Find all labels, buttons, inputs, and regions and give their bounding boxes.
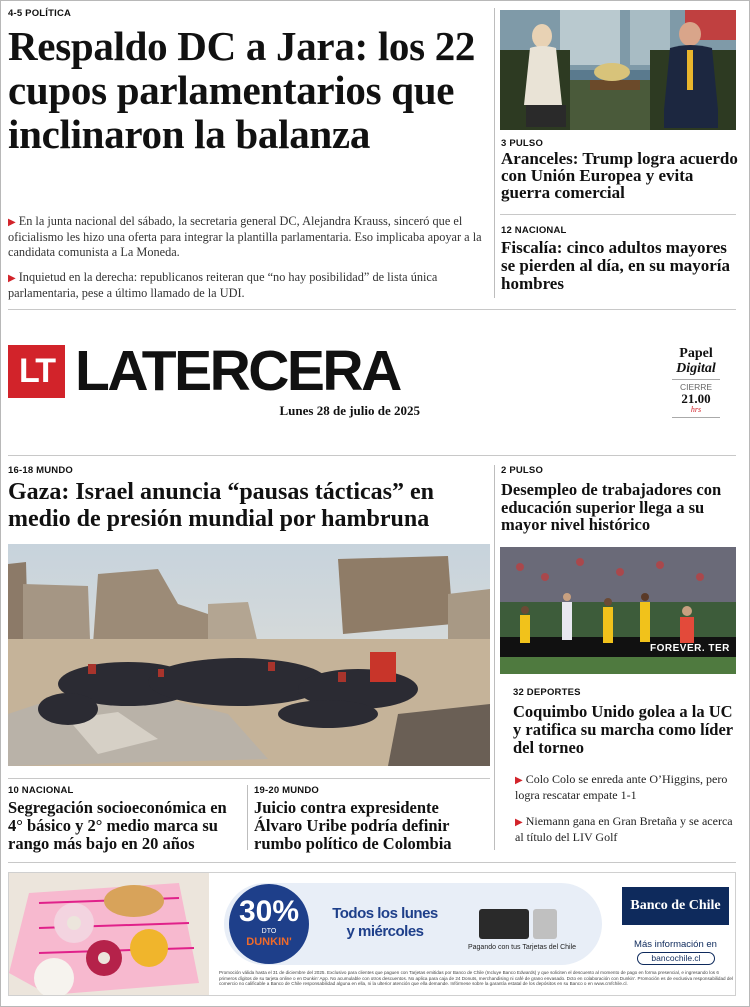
gaza-photo[interactable] (8, 544, 490, 766)
football-match-illustration (500, 547, 736, 674)
bullet-text: Niemann gana en Gran Bretaña y se acerca al título del LIV Golf (515, 814, 733, 844)
ad-fine-print: Promoción válida hasta el 31 de diciembre del 2025. Exclusivo para clientes que paguen con Tarjetas emitidas por Banco de Chile (Incluye Banco Edwards) y que soliciten el descuento al momento de pago en forma presencial, e ingresando los 6 primeros dígitos de su tarjeta online o en Dunkin' App. No acumulable con otros descuentos. No aplica para caja de 24 Donuts, merchandising ni café de grano envasado. Dcto en colaboración con Dunkin'. Promoción es de exclusiva responsabilidad del comercio no calificable a Banco de Chile responsabilidad alguna en ella, ni la ulterior atención que ella demande. Infórmese sobre la garantía estatal de los depósitos en su Banco o en www.cmfchile.cl. (219, 970, 733, 987)
cierre-unit: hrs (690, 405, 702, 414)
bullet-triangle-icon: ▶ (8, 217, 16, 228)
papel-digital-box[interactable] (672, 347, 720, 418)
bottom-story-1-headline[interactable]: Segregación socioeconómica en 4° básico y 2° medio marca su rango más bajo en 20 años (8, 798, 227, 853)
discount-badge[interactable] (229, 884, 309, 964)
bullet-triangle-icon: ▶ (515, 817, 523, 828)
main-story-headline[interactable]: Gaza: Israel anuncia “pausas tácticas” en medio de presión mundial por hambruna (8, 479, 434, 532)
football-photo[interactable] (500, 547, 736, 674)
stadium-banner-text: FOREVER. TER (650, 643, 730, 654)
bullet-triangle-icon: ▶ (8, 273, 16, 284)
banco-chile-logo[interactable]: Banco de Chile (622, 887, 729, 925)
trump-meeting-illustration (500, 10, 736, 130)
pulso-headline[interactable]: Desempleo de trabajadores con educación superior llega a su mayor nivel histórico (501, 480, 722, 534)
bottom-story-1-section: 10 NACIONAL (8, 785, 74, 796)
dunkin-ad[interactable] (8, 872, 736, 996)
card-text: Pagando con tus Tarjetas del Chile (467, 944, 577, 951)
more-info-label: Más información en (634, 939, 717, 950)
ad-headline-line-1: Todos los lunes (332, 905, 438, 922)
ad-headline (315, 905, 455, 941)
ad-headline-line-2: y miércoles (346, 923, 424, 940)
gaza-ruins-illustration (8, 544, 490, 766)
bullet-text: En la junta nacional del sábado, la secretaria general DC, Alejandra Krauss, sinceró que el oficialismo les hizo una oferta para integrar la plantilla parlamentaria. Eso implicaba apoyar a la candidata comunista a La Moneda. (8, 214, 482, 259)
deportes-sub-1[interactable] (515, 772, 740, 802)
card-icon (479, 909, 529, 939)
papel-label: Papel (679, 346, 713, 361)
top-story-section: 4-5 POLÍTICA (8, 8, 72, 19)
pulso-section: 2 PULSO (501, 465, 544, 476)
discount-label: DTO (261, 928, 277, 935)
dunkin-brand: DUNKIN' (246, 936, 292, 948)
top-story-bullet-2 (8, 270, 486, 301)
bottom-story-2-section: 19-20 MUNDO (254, 785, 320, 796)
deportes-section: 32 DEPORTES (513, 687, 581, 698)
main-story-section: 16-18 MUNDO (8, 465, 74, 476)
trump-meeting-photo[interactable] (500, 10, 736, 130)
side-story-1-headline[interactable]: Aranceles: Trump logra acuerdo con Unión Europea y evita guerra comercial (501, 149, 738, 202)
bullet-text: Colo Colo se enreda ante O’Higgins, pero logra rescatar empate 1-1 (515, 772, 728, 802)
bank-url-link[interactable]: bancochile.cl (637, 952, 715, 965)
deportes-headline[interactable]: Coquimbo Unido golea a la UC y ratifica su marcha como líder del torneo (513, 702, 733, 757)
bullet-triangle-icon: ▶ (515, 775, 523, 786)
side-story-1-section: 3 PULSO (501, 138, 544, 149)
side-story-2-section: 12 NACIONAL (501, 225, 567, 236)
donuts-photo (9, 873, 209, 995)
top-story-headline[interactable]: Respaldo DC a Jara: los 22 cupos parlamentarios que inclinaron la balanza (8, 23, 476, 157)
donuts-illustration (9, 873, 209, 995)
discount-percent: 30% (238, 895, 300, 928)
cierre-time: 21.00 (681, 391, 711, 406)
bottom-story-2-headline[interactable]: Juicio contra expresidente Álvaro Uribe podría definir rumbo político de Colombia (254, 798, 452, 853)
top-story-bullet-1 (8, 214, 486, 260)
side-story-2-headline[interactable]: Fiscalía: cinco adultos mayores se pierden al día, en su mayoría hombres (501, 238, 731, 293)
logo-mark[interactable]: LT (8, 345, 65, 398)
bullet-text: Inquietud en la derecha: republicanos reiteran que “no hay posibilidad” de lista única parlamentaria, pese a último llamado de la UDI. (8, 270, 438, 300)
masthead-date: Lunes 28 de julio de 2025 (279, 403, 420, 418)
deportes-sub-2[interactable] (515, 814, 740, 844)
logo-text[interactable]: LATERCERA (75, 339, 400, 403)
cierre-label: CIERRE (672, 379, 720, 392)
digital-label: Digital (676, 361, 716, 376)
card-icon-2 (533, 909, 557, 939)
